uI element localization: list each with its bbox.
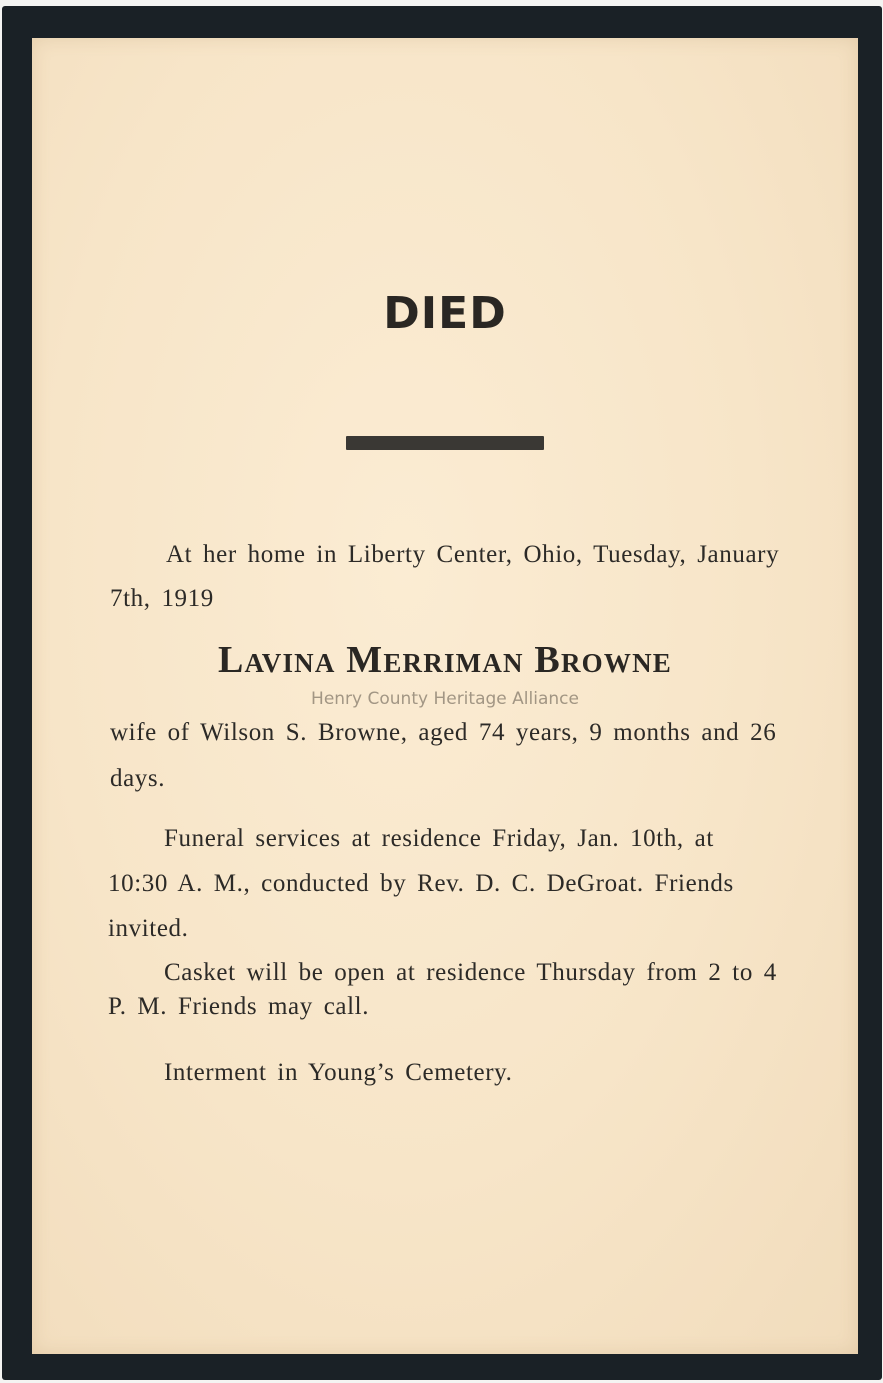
card-paper (32, 38, 858, 1354)
notice-heading: DIED (383, 288, 507, 339)
funeral-services: Funeral services at residence Friday, Jan. 10th, at 10:30 A. M., conducted by Rev. D. C. DeGroat. Friends invited. (108, 825, 734, 942)
mourning-rule (346, 436, 544, 450)
interment: Interment in Young’s Cemetery. (164, 1059, 513, 1086)
deceased-name: Lavina Merriman Browne (218, 639, 672, 681)
death-place-date: At her home in Liberty Center, Ohio, Tuesday, January 7th, 1919 (110, 541, 780, 612)
watermark-text: Henry County Heritage Alliance (311, 689, 579, 709)
memorial-card (2, 6, 882, 1380)
spouse-and-age: wife of Wilson S. Browne, aged 74 years, 9 months and 26 days. (110, 719, 777, 792)
casket-viewing: Casket will be open at residence Thursday from 2 to 4 P. M. Friends may call. (108, 959, 777, 1020)
